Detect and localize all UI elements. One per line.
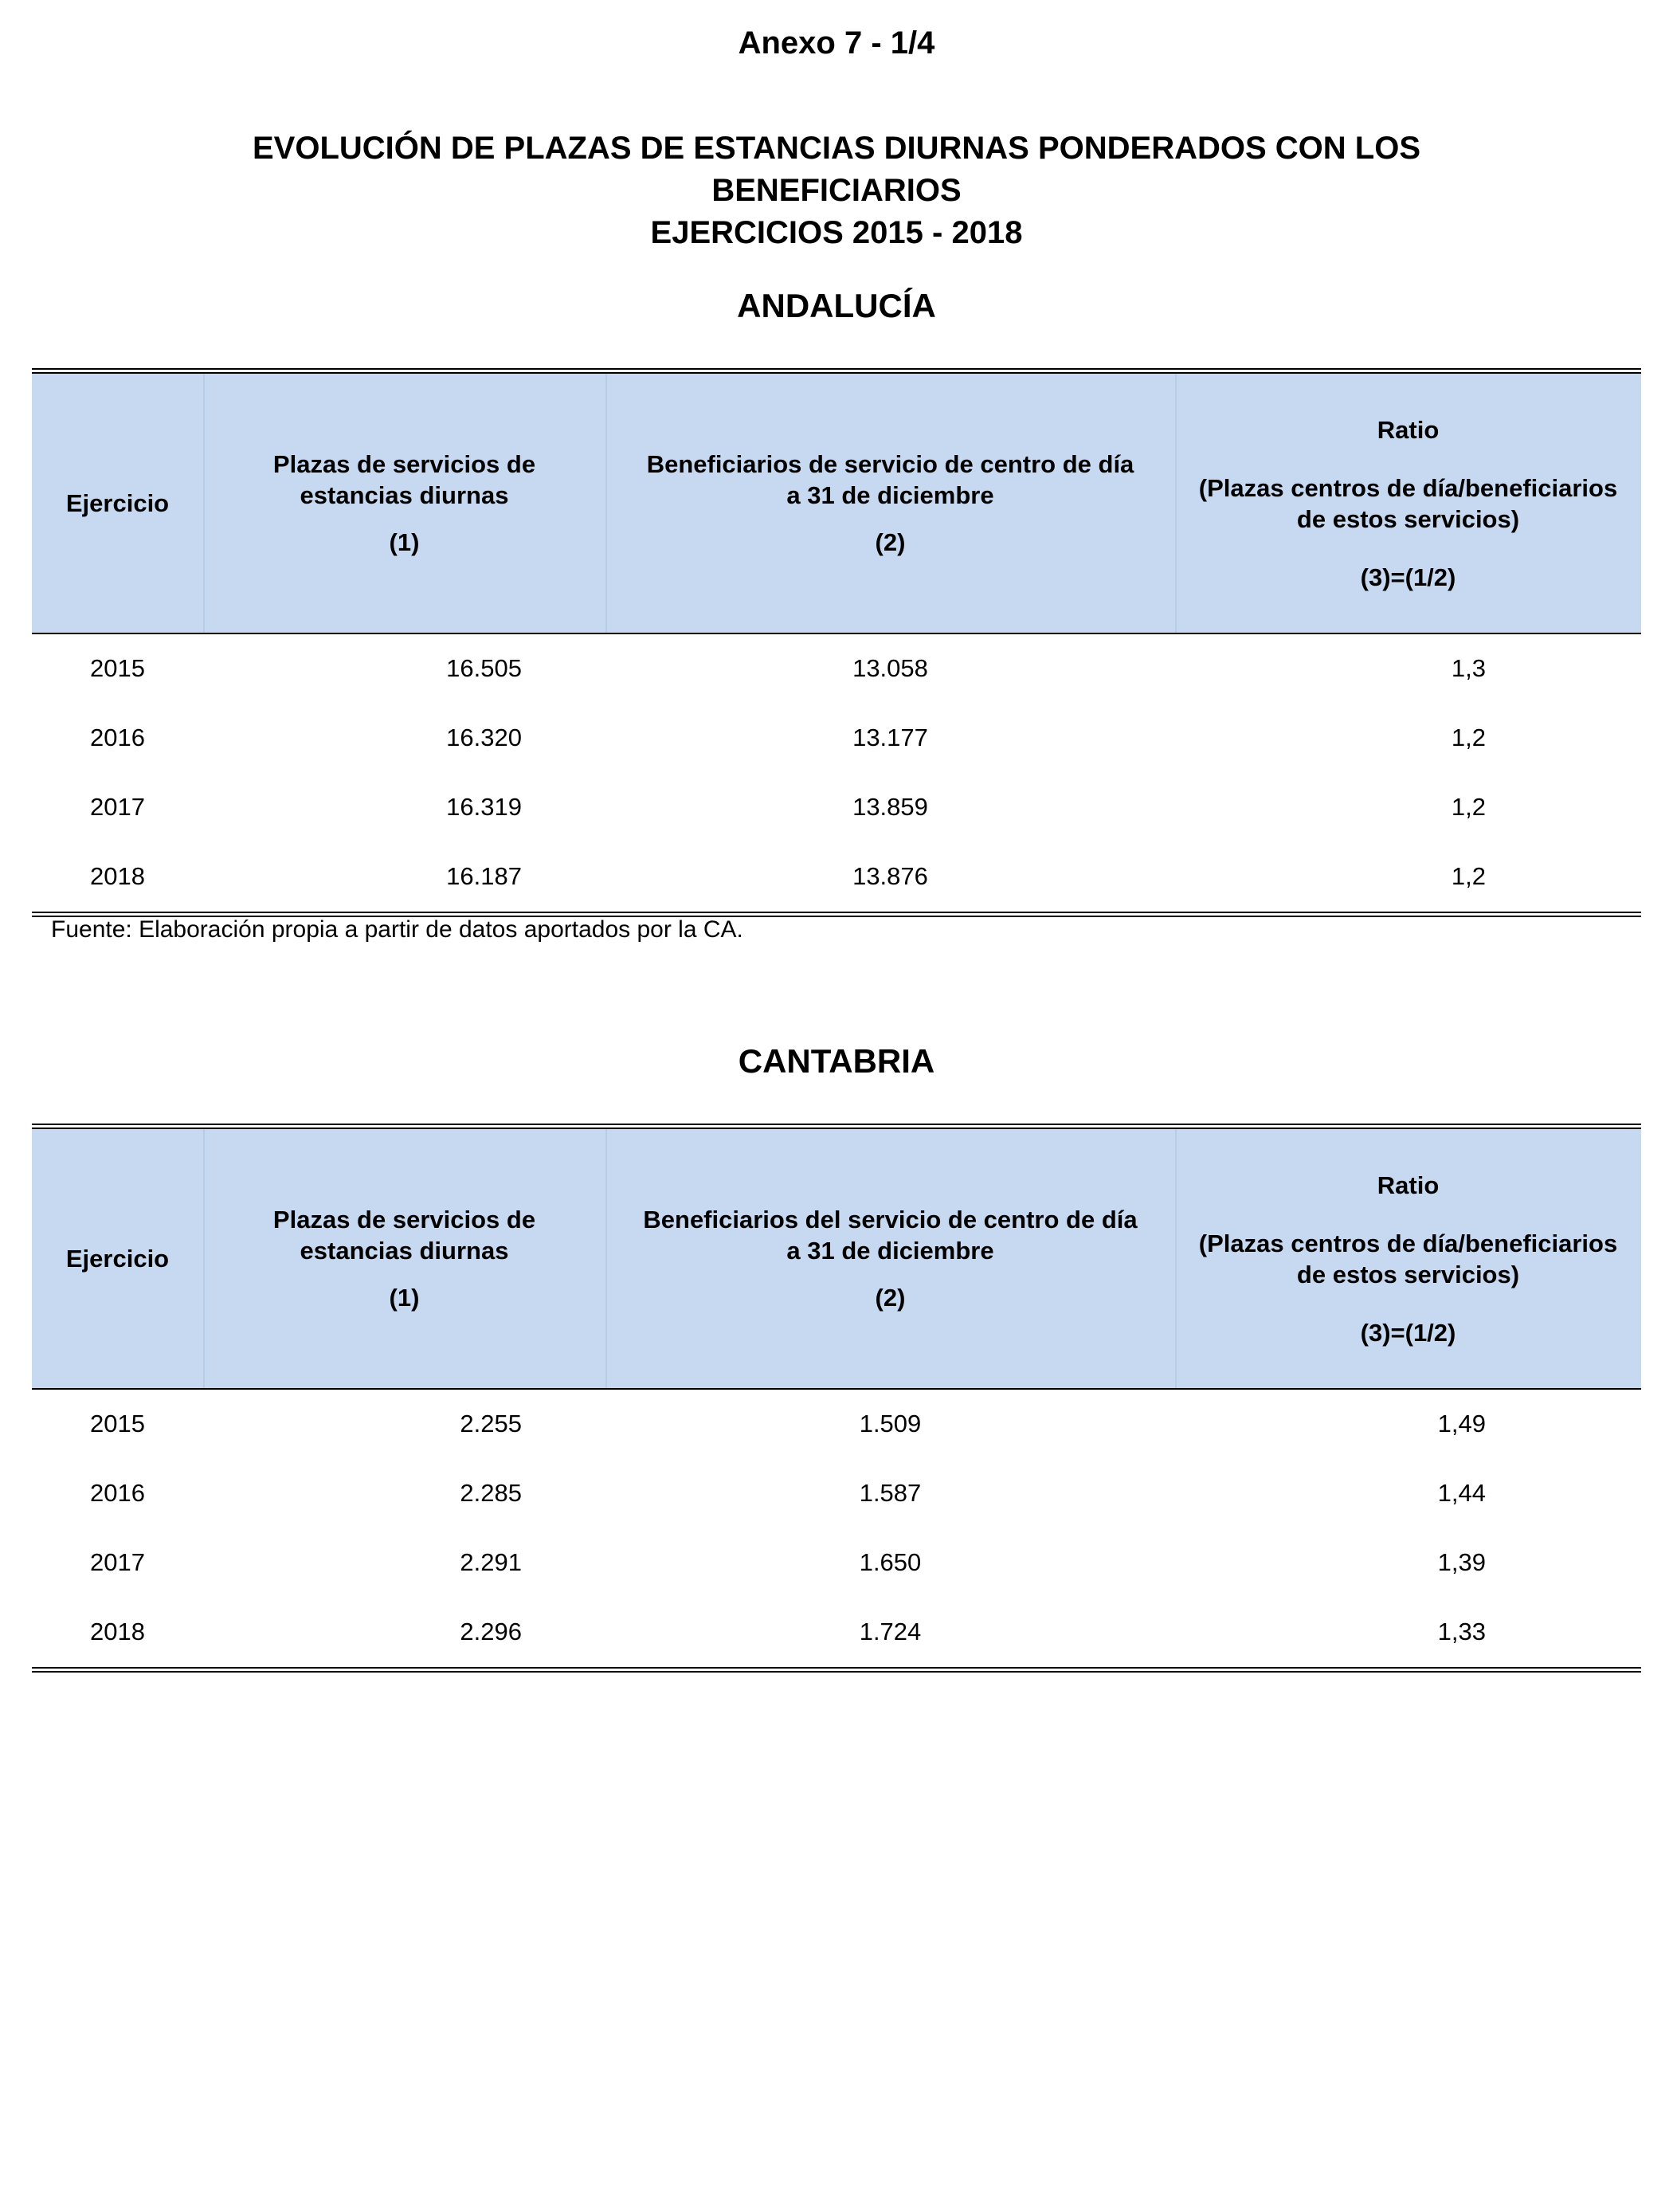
cell-beneficiarios: 13.876 [852, 862, 928, 890]
header-ejercicio-label: Ejercicio [65, 489, 170, 517]
header-benef-number: (2) [875, 528, 906, 556]
cell-year: 2017 [90, 1548, 145, 1576]
cell-year: 2015 [90, 654, 145, 682]
header-plazas-line1: Plazas de servicios de [272, 1206, 536, 1233]
header-ratio-title: Ratio [1377, 1171, 1440, 1199]
header-ratio-line1: (Plazas centros de día/beneficiarios [1198, 1229, 1618, 1257]
cell-beneficiarios: 1.587 [859, 1479, 922, 1507]
table-row [32, 1459, 1641, 1528]
header-plazas-line2: estancias diurnas [300, 1237, 509, 1265]
cell-year: 2018 [90, 862, 145, 890]
cell-beneficiarios: 1.650 [859, 1548, 922, 1576]
cell-beneficiarios: 1.724 [859, 1618, 922, 1645]
header-ratio-line1: (Plazas centros de día/beneficiarios [1198, 473, 1618, 502]
cell-plazas: 16.505 [446, 654, 522, 682]
table-row [32, 773, 1641, 842]
header-plazas-number: (1) [389, 528, 420, 556]
cell-beneficiarios: 13.859 [852, 793, 928, 821]
header-ratio-number: (3)=(1/2) [1360, 563, 1456, 591]
cell-beneficiarios: 1.509 [859, 1410, 922, 1437]
cell-ratio: 1,3 [1451, 654, 1486, 682]
region-title-cantabria: CANTABRIA [738, 1042, 935, 1080]
header-plazas [203, 1129, 605, 1388]
cell-ratio: 1,49 [1437, 1410, 1486, 1437]
cell-ratio: 1,39 [1437, 1548, 1486, 1576]
header-ratio-line2: de estos servicios) [1296, 504, 1520, 533]
table-top-rule [32, 1124, 1641, 1129]
header-benef-line1: Beneficiarios del servicio de centro de día [643, 1206, 1138, 1233]
header-beneficiarios [605, 374, 1175, 633]
cell-plazas: 2.291 [460, 1548, 522, 1576]
cell-plazas: 2.296 [460, 1618, 522, 1645]
region-title-andalucia: ANDALUCÍA [737, 287, 936, 324]
table-row [32, 1598, 1641, 1667]
table-cantabria [32, 1124, 1641, 1673]
table-body [32, 1390, 1641, 1667]
cell-year: 2015 [90, 1410, 145, 1437]
title-line-3: EJERCICIOS 2015 - 2018 [650, 215, 1023, 250]
page-title [0, 127, 1673, 254]
table-header [32, 374, 1641, 634]
header-ratio [1175, 374, 1641, 633]
cell-plazas: 2.285 [460, 1479, 522, 1507]
cell-year: 2016 [90, 1479, 145, 1507]
header-ejercicio [32, 1129, 203, 1388]
table-bottom-rule [32, 1667, 1641, 1673]
cell-plazas: 16.319 [446, 793, 522, 821]
annex-label: Anexo 7 - 1/4 [738, 25, 935, 61]
title-line-2: BENEFICIARIOS [711, 173, 962, 208]
cell-ratio: 1,44 [1437, 1479, 1486, 1507]
header-beneficiarios [605, 1129, 1175, 1388]
title-line-1: EVOLUCIÓN DE PLAZAS DE ESTANCIAS DIURNAS PONDERADOS CON LOS [252, 131, 1421, 166]
header-ratio-number: (3)=(1/2) [1360, 1318, 1456, 1347]
header-ratio-title: Ratio [1377, 415, 1440, 444]
table-header [32, 1129, 1641, 1390]
header-ratio [1175, 1129, 1641, 1388]
cell-plazas: 16.187 [446, 862, 522, 890]
header-benef-line2: a 31 de diciembre [786, 1237, 994, 1265]
source-note: Fuente: Elaboración propia a partir de datos aportados por la CA. [51, 916, 743, 943]
cell-year: 2016 [90, 724, 145, 751]
header-benef-line2: a 31 de diciembre [786, 481, 994, 509]
cell-year: 2017 [90, 793, 145, 821]
cell-beneficiarios: 13.058 [852, 654, 928, 682]
header-ejercicio [32, 374, 203, 633]
table-andalucia [32, 368, 1641, 917]
cell-ratio: 1,33 [1437, 1618, 1486, 1645]
header-plazas-line2: estancias diurnas [300, 481, 509, 509]
cell-ratio: 1,2 [1451, 793, 1486, 821]
table-body [32, 634, 1641, 912]
cell-beneficiarios: 13.177 [852, 724, 928, 751]
header-plazas [203, 374, 605, 633]
header-benef-number: (2) [875, 1284, 906, 1312]
table-row [32, 704, 1641, 773]
table-top-rule [32, 368, 1641, 374]
header-benef-line1: Beneficiarios de servicio de centro de día [646, 450, 1134, 478]
cell-plazas: 16.320 [446, 724, 522, 751]
cell-year: 2018 [90, 1618, 145, 1645]
table-row [32, 1390, 1641, 1459]
table-row [32, 1528, 1641, 1598]
header-ratio-line2: de estos servicios) [1296, 1260, 1520, 1288]
table-row [32, 842, 1641, 912]
cell-ratio: 1,2 [1451, 724, 1486, 751]
header-plazas-number: (1) [389, 1284, 420, 1312]
header-ejercicio-label: Ejercicio [65, 1245, 170, 1273]
table-row [32, 634, 1641, 704]
header-plazas-line1: Plazas de servicios de [272, 450, 536, 478]
cell-ratio: 1,2 [1451, 862, 1486, 890]
cell-plazas: 2.255 [460, 1410, 522, 1437]
